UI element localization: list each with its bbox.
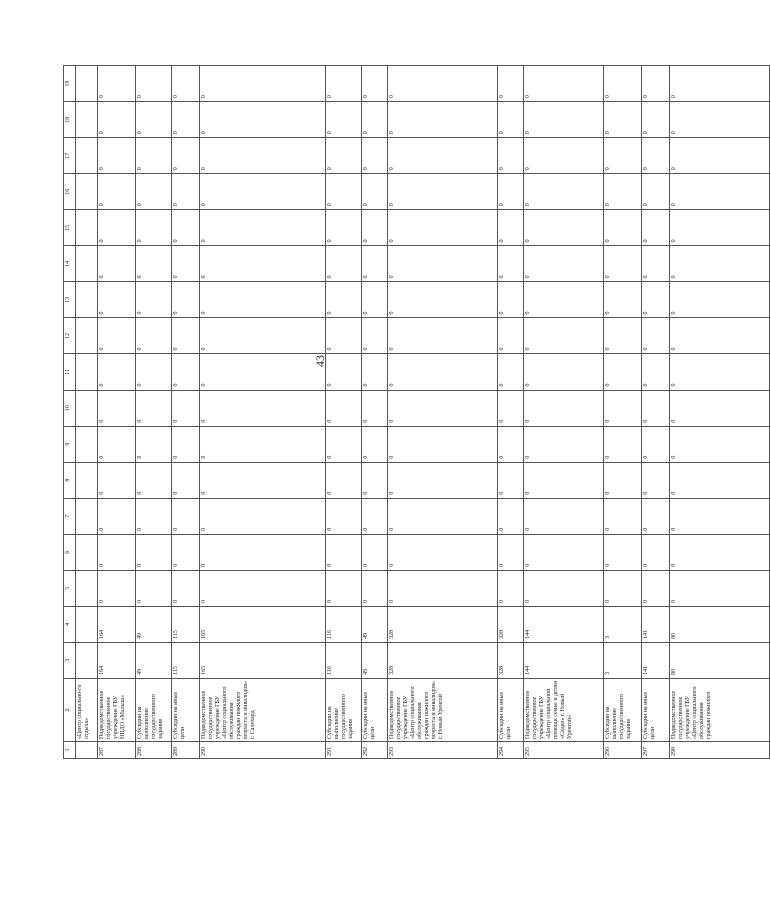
- value-cell: 0: [362, 390, 388, 426]
- column-number-cell: 9: [64, 426, 76, 462]
- value-cell: 0: [642, 390, 670, 426]
- value-cell: 0: [98, 462, 136, 498]
- value-cell: 0: [670, 354, 770, 390]
- row-name-cell: «Центр социально-го отдыха»: [76, 678, 98, 741]
- value-cell: 0: [172, 426, 200, 462]
- table-row: [498, 66, 524, 759]
- value-cell: 0: [136, 210, 172, 246]
- value-cell: 0: [670, 282, 770, 318]
- value-cell: 0: [172, 282, 200, 318]
- value-cell: 0: [362, 354, 388, 390]
- value-cell: 115: [172, 606, 200, 642]
- value-cell: 0: [604, 174, 642, 210]
- value-cell: 0: [136, 246, 172, 282]
- value-cell: 0: [362, 498, 388, 534]
- row-name-cell: Подведомственное государственное учреждение ГБУ «Центр социального обслуживания граждан пожилого возраста и инвалидов» г. Салехард: [200, 678, 326, 741]
- value-cell: 0: [498, 318, 524, 354]
- value-cell: 49: [136, 606, 172, 642]
- value-cell: [76, 210, 98, 246]
- value-cell: 0: [326, 318, 362, 354]
- value-cell: 0: [362, 462, 388, 498]
- value-cell: 328: [498, 606, 524, 642]
- value-cell: 0: [98, 318, 136, 354]
- table-row: [76, 66, 98, 759]
- value-cell: 0: [98, 390, 136, 426]
- value-cell: 0: [604, 426, 642, 462]
- value-cell: 0: [524, 534, 604, 570]
- table-row: [326, 66, 362, 759]
- value-cell: 0: [524, 138, 604, 174]
- value-cell: 3: [604, 642, 642, 678]
- value-cell: 0: [362, 66, 388, 102]
- value-cell: 0: [200, 498, 326, 534]
- column-number-cell: 7: [64, 498, 76, 534]
- value-cell: 0: [136, 426, 172, 462]
- value-cell: 0: [670, 138, 770, 174]
- value-cell: 0: [98, 282, 136, 318]
- value-cell: 0: [326, 354, 362, 390]
- value-cell: 0: [604, 390, 642, 426]
- value-cell: 0: [642, 66, 670, 102]
- value-cell: 0: [136, 534, 172, 570]
- table-row: [136, 66, 172, 759]
- column-number-cell: 10: [64, 390, 76, 426]
- value-cell: 0: [362, 102, 388, 138]
- table-row: [604, 66, 642, 759]
- value-cell: 0: [136, 318, 172, 354]
- value-cell: 0: [498, 210, 524, 246]
- value-cell: 0: [98, 570, 136, 606]
- value-cell: 0: [642, 570, 670, 606]
- value-cell: 0: [136, 66, 172, 102]
- value-cell: 164: [98, 606, 136, 642]
- value-cell: 0: [172, 210, 200, 246]
- value-cell: 0: [670, 390, 770, 426]
- table-row: [362, 66, 388, 759]
- table-row: [388, 66, 498, 759]
- value-cell: 0: [172, 318, 200, 354]
- value-cell: 0: [498, 246, 524, 282]
- column-number-cell: 16: [64, 174, 76, 210]
- value-cell: 0: [200, 210, 326, 246]
- value-cell: 49: [136, 642, 172, 678]
- table-row: [642, 66, 670, 759]
- value-cell: 0: [200, 534, 326, 570]
- row-name-cell: Подведомственное государственное учреждение ГБУ «Центр социального обслуживания граждан пожилого возраста и инвалидов» г. Новый Уренгой: [388, 678, 498, 741]
- value-cell: 0: [524, 210, 604, 246]
- row-name-cell: Субсидии на иные цели: [498, 678, 524, 741]
- column-number-cell: 4: [64, 606, 76, 642]
- page-number: 43: [313, 355, 327, 367]
- value-cell: [76, 570, 98, 606]
- value-cell: 0: [604, 354, 642, 390]
- value-cell: 0: [362, 570, 388, 606]
- value-cell: 116: [326, 642, 362, 678]
- value-cell: 3: [604, 606, 642, 642]
- value-cell: 0: [136, 282, 172, 318]
- column-number-cell: 5: [64, 570, 76, 606]
- value-cell: 0: [604, 66, 642, 102]
- value-cell: 0: [642, 354, 670, 390]
- value-cell: 0: [524, 498, 604, 534]
- value-cell: 0: [388, 426, 498, 462]
- value-cell: 0: [388, 282, 498, 318]
- column-number-cell: 6: [64, 534, 76, 570]
- row-name-cell: Субсидии на иные цели: [642, 678, 670, 741]
- value-cell: 0: [642, 174, 670, 210]
- value-cell: 0: [388, 138, 498, 174]
- value-cell: 0: [326, 534, 362, 570]
- table-row: [670, 66, 770, 759]
- value-cell: 0: [604, 498, 642, 534]
- value-cell: 0: [604, 102, 642, 138]
- value-cell: 0: [642, 534, 670, 570]
- value-cell: 0: [200, 138, 326, 174]
- value-cell: 0: [98, 246, 136, 282]
- value-cell: 0: [172, 102, 200, 138]
- value-cell: 0: [136, 570, 172, 606]
- row-number-cell: 291: [326, 741, 362, 758]
- value-cell: [76, 282, 98, 318]
- row-number-cell: [76, 741, 98, 758]
- row-number-cell: 296: [604, 741, 642, 758]
- table-row: [172, 66, 200, 759]
- value-cell: 0: [524, 174, 604, 210]
- value-cell: 0: [498, 426, 524, 462]
- column-number-cell: 11: [64, 354, 76, 390]
- row-name-cell: Субсидии на выполнение государственного задания: [136, 678, 172, 741]
- value-cell: 0: [200, 570, 326, 606]
- rotated-table-container: [63, 65, 712, 759]
- value-cell: 0: [172, 390, 200, 426]
- value-cell: 0: [388, 66, 498, 102]
- value-cell: 0: [326, 282, 362, 318]
- value-cell: 0: [388, 102, 498, 138]
- value-cell: 0: [642, 426, 670, 462]
- value-cell: 0: [670, 570, 770, 606]
- value-cell: 0: [362, 138, 388, 174]
- row-number-cell: 295: [524, 741, 604, 758]
- value-cell: 0: [326, 66, 362, 102]
- value-cell: 0: [498, 102, 524, 138]
- value-cell: 0: [388, 390, 498, 426]
- row-name-cell: Субсидии на иные цели: [172, 678, 200, 741]
- value-cell: 0: [524, 570, 604, 606]
- column-number-cell: 15: [64, 210, 76, 246]
- value-cell: 0: [642, 282, 670, 318]
- value-cell: 0: [642, 498, 670, 534]
- value-cell: 0: [172, 138, 200, 174]
- value-cell: [76, 174, 98, 210]
- value-cell: 0: [642, 318, 670, 354]
- value-cell: 0: [200, 426, 326, 462]
- value-cell: [76, 102, 98, 138]
- value-cell: 144: [524, 642, 604, 678]
- column-number-cell: 14: [64, 246, 76, 282]
- row-number-cell: 289: [172, 741, 200, 758]
- value-cell: 0: [604, 570, 642, 606]
- value-cell: 0: [670, 462, 770, 498]
- value-cell: 0: [524, 66, 604, 102]
- value-cell: 0: [200, 66, 326, 102]
- value-cell: 0: [670, 210, 770, 246]
- value-cell: 0: [498, 498, 524, 534]
- value-cell: 0: [136, 390, 172, 426]
- value-cell: [76, 246, 98, 282]
- value-cell: 0: [642, 246, 670, 282]
- value-cell: 0: [524, 390, 604, 426]
- value-cell: 0: [98, 426, 136, 462]
- value-cell: 0: [326, 102, 362, 138]
- value-cell: 0: [642, 138, 670, 174]
- value-cell: 0: [388, 462, 498, 498]
- value-cell: [76, 534, 98, 570]
- value-cell: 0: [498, 282, 524, 318]
- column-number-cell: 17: [64, 138, 76, 174]
- row-number-cell: 288: [136, 741, 172, 758]
- value-cell: 328: [388, 606, 498, 642]
- value-cell: 328: [388, 642, 498, 678]
- value-cell: 0: [326, 246, 362, 282]
- value-cell: [76, 66, 98, 102]
- value-cell: 0: [98, 138, 136, 174]
- value-cell: 0: [362, 210, 388, 246]
- value-cell: 0: [524, 462, 604, 498]
- value-cell: 0: [388, 174, 498, 210]
- value-cell: 144: [524, 606, 604, 642]
- value-cell: 0: [200, 462, 326, 498]
- value-cell: 0: [498, 570, 524, 606]
- row-name-cell: Подведомственное государственное учреждение ГБУ НПДО «Малыш»: [98, 678, 136, 741]
- value-cell: 165: [200, 642, 326, 678]
- value-cell: 0: [136, 462, 172, 498]
- column-number-cell: 18: [64, 102, 76, 138]
- value-cell: 80: [670, 606, 770, 642]
- value-cell: 0: [362, 246, 388, 282]
- value-cell: 0: [200, 282, 326, 318]
- table-header-row: [64, 66, 76, 759]
- value-cell: 0: [172, 498, 200, 534]
- value-cell: 164: [98, 642, 136, 678]
- table-row: [524, 66, 604, 759]
- value-cell: 0: [172, 570, 200, 606]
- value-cell: 0: [524, 246, 604, 282]
- value-cell: 0: [498, 66, 524, 102]
- value-cell: 0: [498, 138, 524, 174]
- value-cell: 0: [200, 390, 326, 426]
- value-cell: 0: [172, 354, 200, 390]
- value-cell: [76, 138, 98, 174]
- table-row: [200, 66, 326, 759]
- table-row: [98, 66, 136, 759]
- value-cell: 0: [604, 282, 642, 318]
- value-cell: 0: [98, 498, 136, 534]
- value-cell: 0: [498, 534, 524, 570]
- value-cell: 0: [670, 66, 770, 102]
- value-cell: 0: [136, 174, 172, 210]
- row-number-cell: 293: [388, 741, 498, 758]
- value-cell: [76, 642, 98, 678]
- value-cell: 0: [326, 390, 362, 426]
- value-cell: 0: [670, 534, 770, 570]
- row-number-cell: 292: [362, 741, 388, 758]
- value-cell: 80: [670, 642, 770, 678]
- value-cell: [76, 354, 98, 390]
- value-cell: 0: [362, 534, 388, 570]
- value-cell: 0: [524, 102, 604, 138]
- value-cell: 49: [362, 642, 388, 678]
- budget-table: [63, 65, 770, 759]
- value-cell: 0: [498, 462, 524, 498]
- value-cell: 0: [670, 318, 770, 354]
- value-cell: 0: [604, 534, 642, 570]
- value-cell: 0: [98, 210, 136, 246]
- row-name-cell: Подведомственное государственное учреждение ГБУ «Центр социальной помощи семье и детям «Садко» г. Новый Уренгой»: [524, 678, 604, 741]
- value-cell: 0: [388, 318, 498, 354]
- row-number-cell: 297: [642, 741, 670, 758]
- value-cell: 0: [498, 354, 524, 390]
- column-number-cell: 2: [64, 678, 76, 741]
- value-cell: 0: [604, 138, 642, 174]
- value-cell: 0: [604, 318, 642, 354]
- value-cell: 0: [98, 174, 136, 210]
- value-cell: 141: [642, 642, 670, 678]
- value-cell: 0: [604, 210, 642, 246]
- value-cell: [76, 606, 98, 642]
- value-cell: 0: [326, 138, 362, 174]
- value-cell: 115: [172, 642, 200, 678]
- value-cell: 0: [498, 390, 524, 426]
- value-cell: 0: [642, 462, 670, 498]
- row-number-cell: 294: [498, 741, 524, 758]
- value-cell: [76, 390, 98, 426]
- value-cell: 0: [670, 426, 770, 462]
- row-number-cell: 287: [98, 741, 136, 758]
- value-cell: [76, 498, 98, 534]
- row-number-cell: 298: [670, 741, 770, 758]
- value-cell: 0: [98, 102, 136, 138]
- value-cell: 0: [200, 354, 326, 390]
- value-cell: 0: [326, 426, 362, 462]
- value-cell: 0: [524, 426, 604, 462]
- value-cell: 0: [326, 174, 362, 210]
- value-cell: 0: [388, 210, 498, 246]
- value-cell: 0: [362, 282, 388, 318]
- value-cell: 0: [604, 246, 642, 282]
- value-cell: 165: [200, 606, 326, 642]
- value-cell: 0: [362, 318, 388, 354]
- value-cell: [76, 318, 98, 354]
- value-cell: 0: [604, 462, 642, 498]
- value-cell: 0: [172, 174, 200, 210]
- value-cell: 0: [362, 174, 388, 210]
- value-cell: 49: [362, 606, 388, 642]
- value-cell: [76, 426, 98, 462]
- value-cell: 0: [136, 138, 172, 174]
- column-number-cell: 12: [64, 318, 76, 354]
- value-cell: 0: [670, 174, 770, 210]
- value-cell: 0: [388, 570, 498, 606]
- value-cell: 0: [642, 210, 670, 246]
- row-name-cell: Субсидии на выполнение государственного задания: [326, 678, 362, 741]
- value-cell: 0: [362, 426, 388, 462]
- row-name-cell: Субсидии на иные цели: [362, 678, 388, 741]
- value-cell: 0: [524, 282, 604, 318]
- value-cell: 0: [670, 102, 770, 138]
- value-cell: 328: [498, 642, 524, 678]
- value-cell: 0: [98, 66, 136, 102]
- value-cell: 0: [200, 318, 326, 354]
- value-cell: 0: [388, 246, 498, 282]
- value-cell: 0: [172, 246, 200, 282]
- value-cell: 0: [172, 534, 200, 570]
- value-cell: 0: [136, 354, 172, 390]
- value-cell: 0: [200, 246, 326, 282]
- column-number-cell: 8: [64, 462, 76, 498]
- row-name-cell: Субсидии на выполнение государственного задания: [604, 678, 642, 741]
- row-name-cell: Подведомственное государственное учреждение ГБУ «Центр социального обслуживания граждан пожилого: [670, 678, 770, 741]
- value-cell: 0: [388, 534, 498, 570]
- column-number-cell: 3: [64, 642, 76, 678]
- value-cell: 0: [326, 570, 362, 606]
- value-cell: [76, 462, 98, 498]
- value-cell: 0: [670, 246, 770, 282]
- value-cell: 116: [326, 606, 362, 642]
- value-cell: 0: [388, 354, 498, 390]
- value-cell: 0: [98, 354, 136, 390]
- value-cell: 0: [326, 498, 362, 534]
- value-cell: 0: [524, 354, 604, 390]
- column-number-cell: 19: [64, 66, 76, 102]
- value-cell: 0: [498, 174, 524, 210]
- value-cell: 0: [172, 66, 200, 102]
- column-number-cell: 1: [64, 741, 76, 758]
- value-cell: 0: [524, 318, 604, 354]
- column-number-cell: 13: [64, 282, 76, 318]
- value-cell: 0: [670, 498, 770, 534]
- value-cell: 0: [172, 462, 200, 498]
- value-cell: 141: [642, 606, 670, 642]
- value-cell: 0: [388, 498, 498, 534]
- value-cell: 0: [98, 534, 136, 570]
- value-cell: 0: [642, 102, 670, 138]
- value-cell: 0: [136, 102, 172, 138]
- value-cell: 0: [200, 174, 326, 210]
- value-cell: 0: [326, 462, 362, 498]
- value-cell: 0: [136, 498, 172, 534]
- row-number-cell: 290: [200, 741, 326, 758]
- value-cell: 0: [326, 210, 362, 246]
- value-cell: 0: [200, 102, 326, 138]
